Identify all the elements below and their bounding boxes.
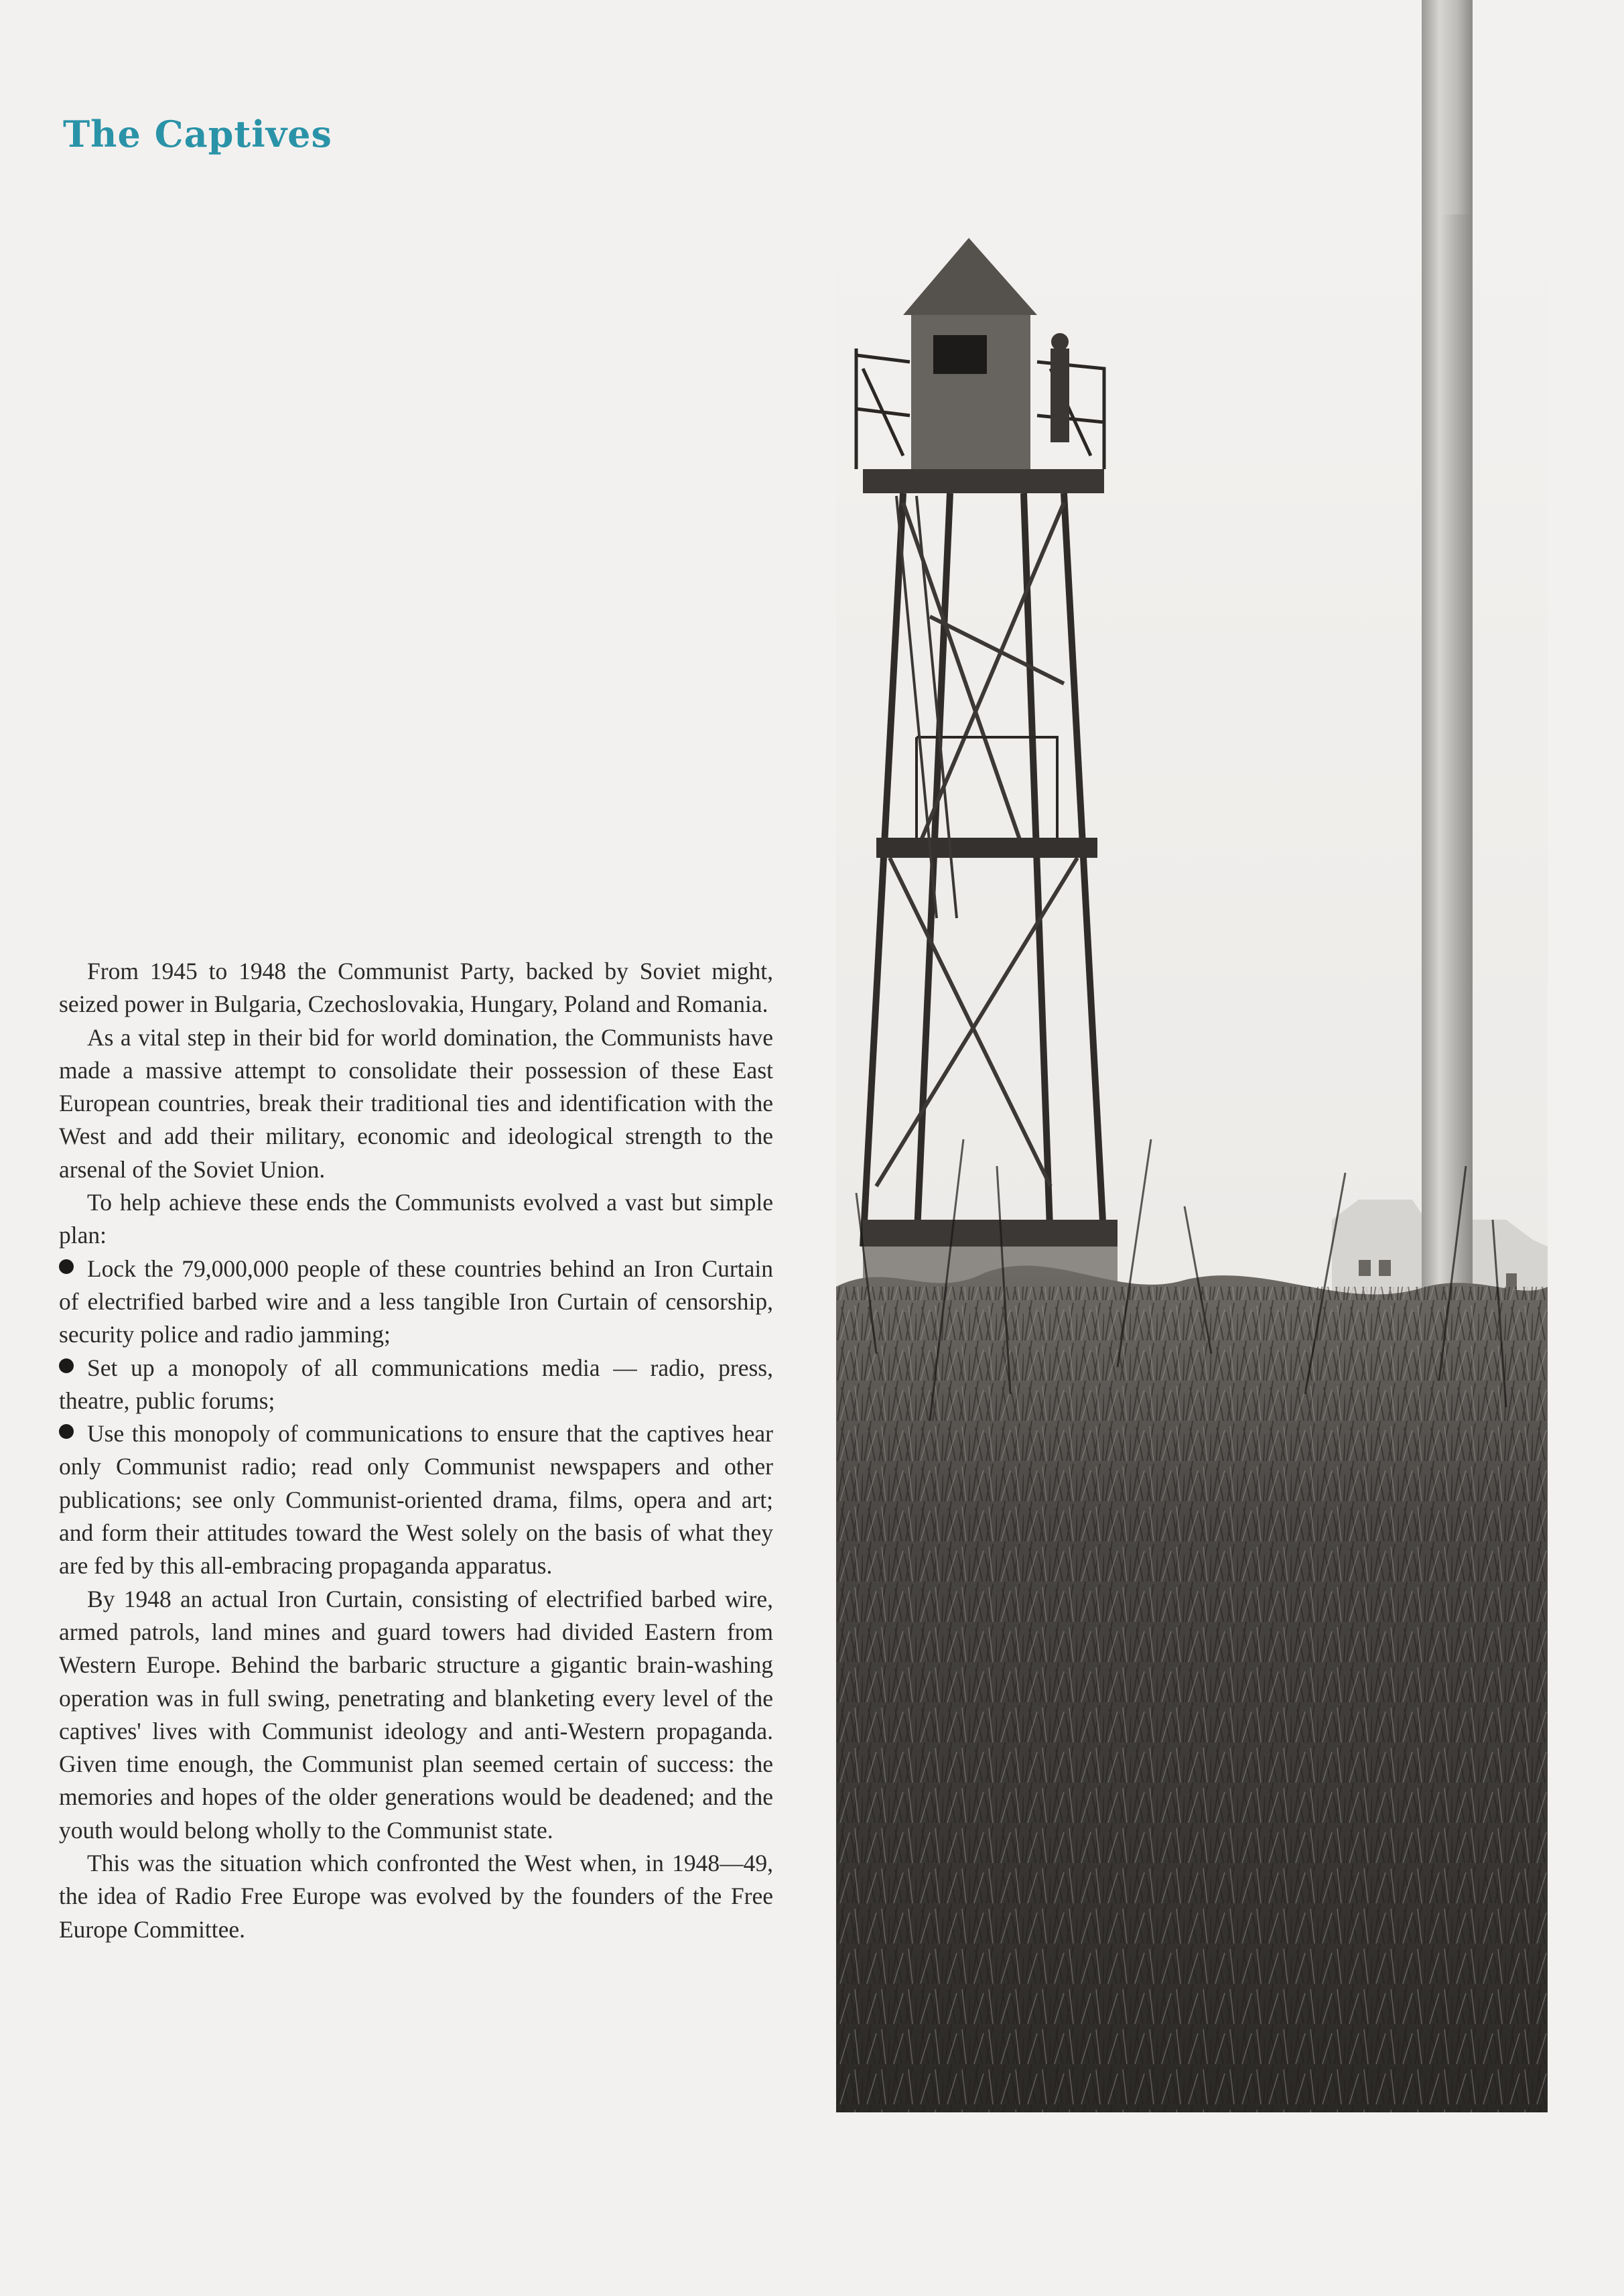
bullet-item [59, 1352, 773, 1418]
guard-tower-photo-icon [836, 214, 1548, 2112]
paragraph: This was the situation which confronted the West when, in 1948—49, the idea of Radio Free Europe was evolved by the founders of the Free Europe Committee. [59, 1850, 773, 1943]
bullet-icon [59, 1358, 74, 1373]
bullet-item [59, 1253, 773, 1352]
bullet-text: Use this monopoly of communications to ensure that the captives hear only Communist radio; read only Communist newspapers and other publications; see only Communist-oriented drama, films, opera and art; and form their attitudes toward the West solely on the basis of what they are fed by this all-embracing propaganda apparatus. [59, 1420, 773, 1580]
page-title: The Captives [63, 113, 332, 155]
paragraph: From 1945 to 1948 the Communist Party, backed by Soviet might, seized power in Bulgaria, Czechoslovakia, Hungary, Poland and Romania. [59, 958, 773, 1018]
article-body [59, 955, 773, 1946]
bullet-text: Set up a monopoly of all communications media — radio, press, theatre, public forums; [59, 1354, 773, 1414]
bullet-text: Lock the 79,000,000 people of these countries behind an Iron Curtain of electrified barbed wire and a less tangible Iron Curtain of censorship, security police and radio jamming; [59, 1255, 773, 1348]
bullet-icon [59, 1424, 74, 1439]
bullet-icon [59, 1259, 74, 1274]
bullet-item [59, 1417, 773, 1582]
paragraph: To help achieve these ends the Communists evolved a vast but simple plan: [59, 1189, 773, 1249]
paragraph: By 1948 an actual Iron Curtain, consisting of electrified barbed wire, armed patrols, land mines and guard towers had divided Eastern from Western Europe. Behind the barbaric structure a gigantic brain-washing operation was in full swing, penetrating and blanketing every level of the captives' lives with Communist ideology and anti-Western propaganda. Given time enough, the Communist plan seemed certain of success: the memories and hopes of the older generations would be deadened; and the youth would belong wholly to the Communist state. [59, 1585, 773, 1844]
paragraph: As a vital step in their bid for world domination, the Communists have made a massive attempt to consolidate their possession of these East European countries, break their traditional ties and identification with the West and add their military, economic and ideological strength to the arsenal of the Soviet Union. [59, 1023, 773, 1183]
